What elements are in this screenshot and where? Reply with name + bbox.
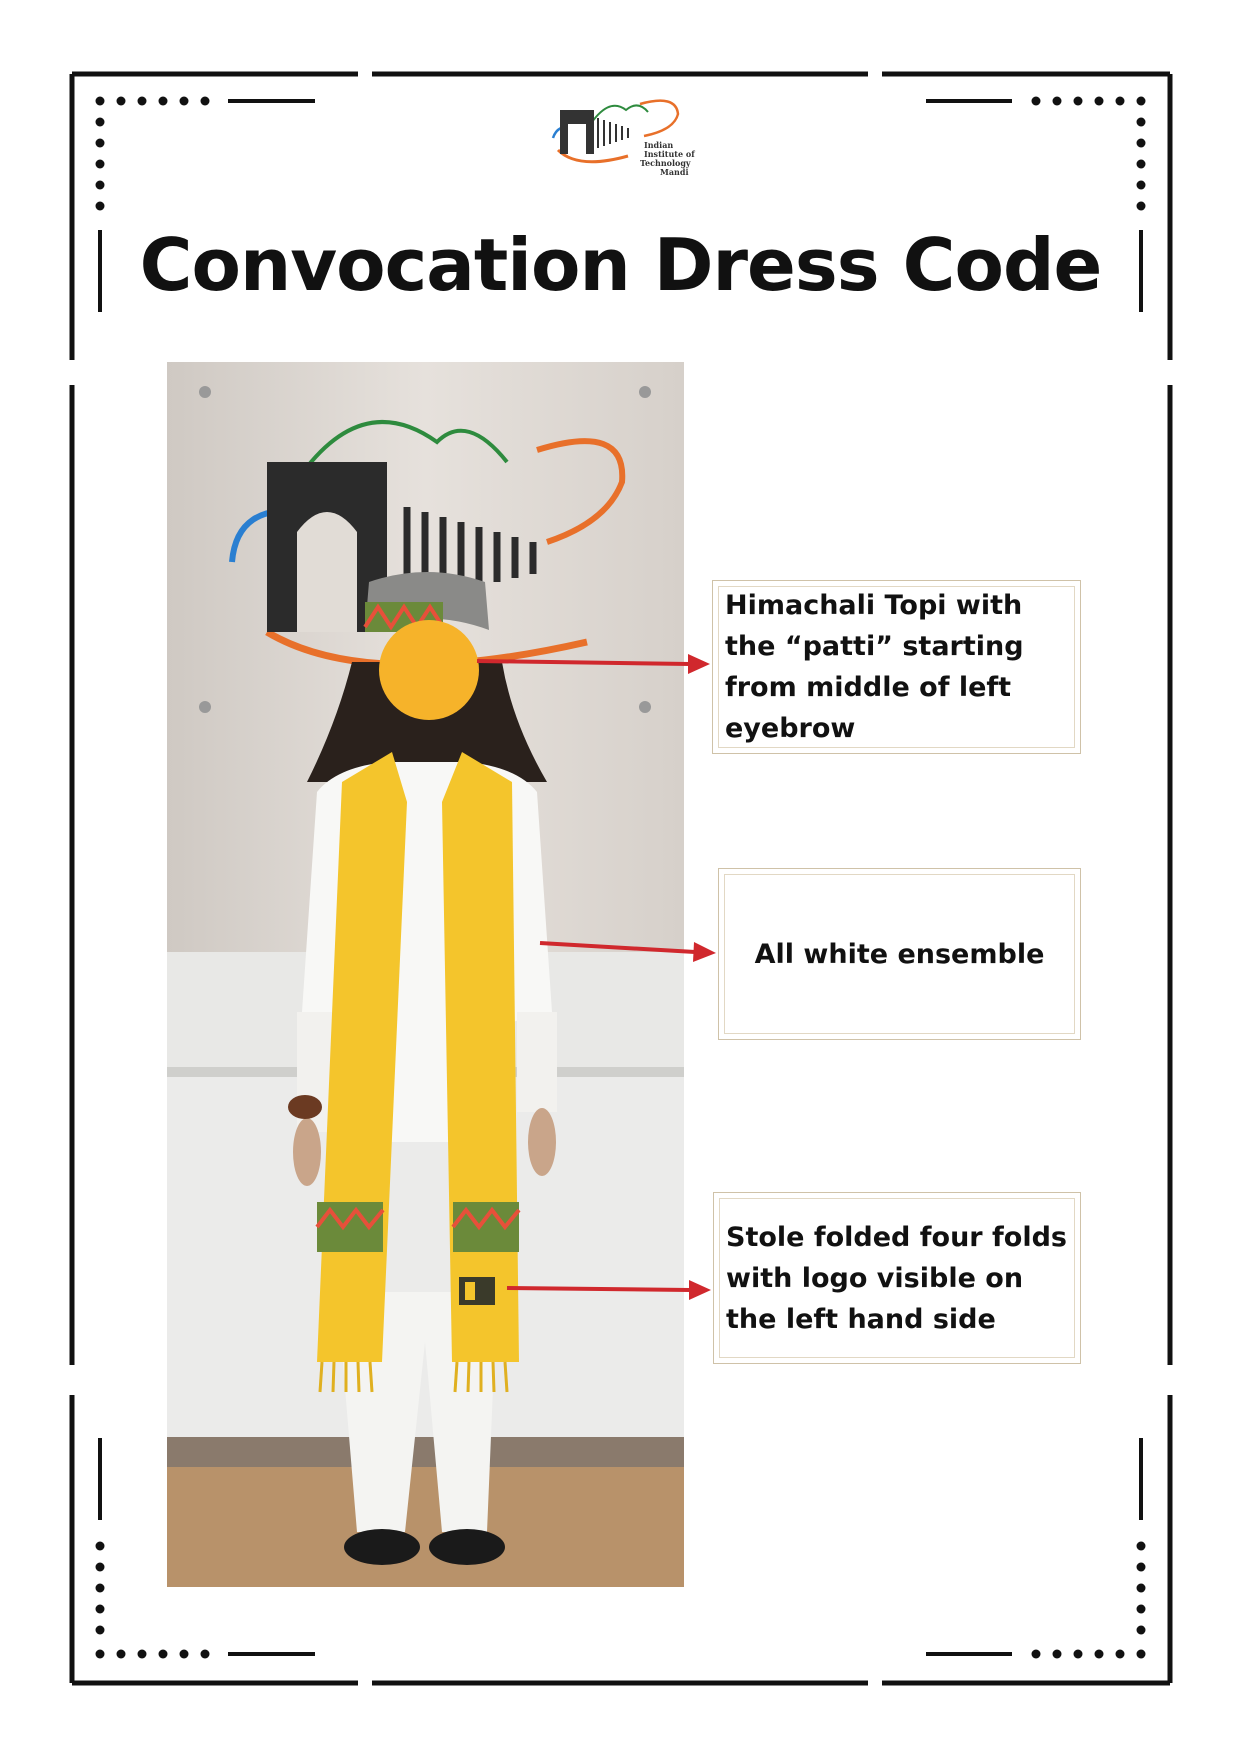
page-title: Convocation Dress Code: [139, 223, 1102, 307]
logo-line-4: Mandi: [660, 167, 689, 177]
logo-line-2: Institute of: [644, 149, 695, 159]
callout-topi: [712, 580, 1081, 754]
callout-stole: [713, 1192, 1081, 1364]
logo-line-3: Technology: [640, 158, 691, 168]
callout-topi-text: Himachali Topi with the “patti” starting from middle of left eyebrow: [725, 590, 1024, 744]
logo-line-1: Indian: [644, 140, 674, 150]
callout-stole-text: Stole folded four folds with logo visible on the left hand side: [726, 1221, 1067, 1335]
callout-ensemble: [718, 868, 1081, 1040]
callout-ensemble-text: All white ensemble: [754, 938, 1045, 970]
